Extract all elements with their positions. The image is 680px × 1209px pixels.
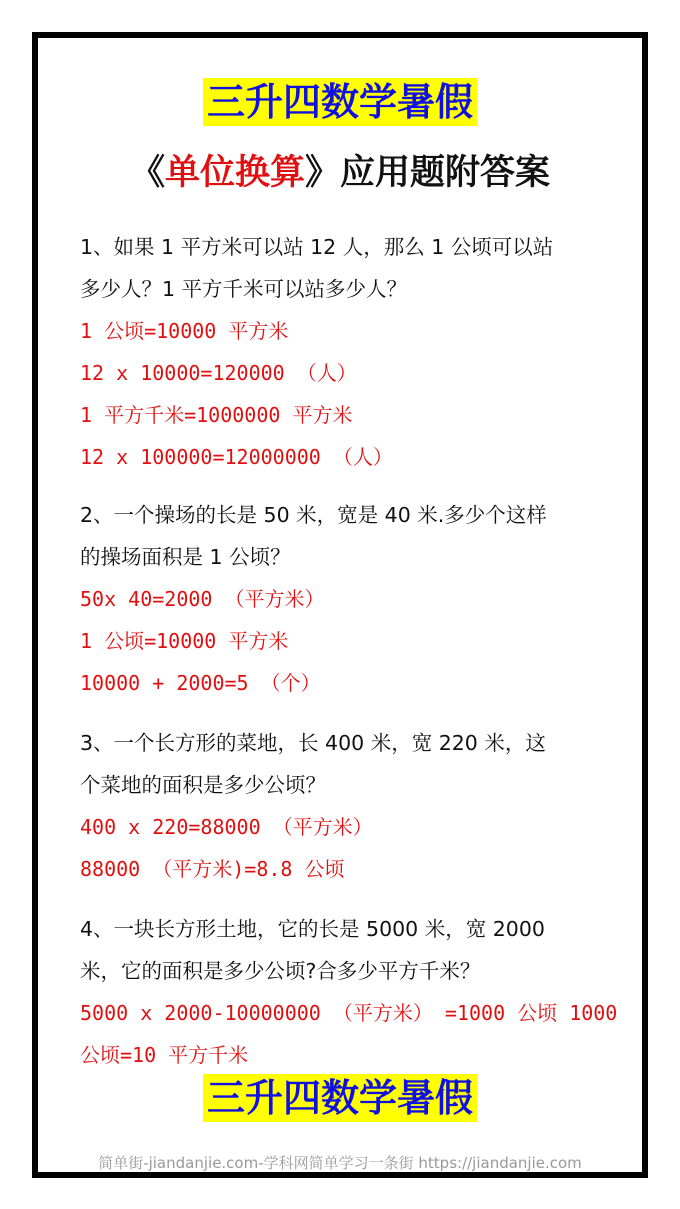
question-line: 1、如果 1 平方米可以站 12 人，那么 1 公顷可以站 bbox=[80, 235, 554, 259]
title-banner-text: 三升四数学暑假 bbox=[203, 78, 477, 126]
subtitle-rest: 》应用题附答案 bbox=[305, 153, 551, 193]
question-line: 多少人？1 平方千米可以站多少人？ bbox=[80, 277, 408, 301]
answer-line: 1 公顷=10000 平方米 bbox=[80, 629, 289, 653]
question-line: 2、一个操场的长是 50 米，宽是 40 米.多少个这样 bbox=[80, 503, 547, 527]
answer-line: 1 平方千米=1000000 平方米 bbox=[80, 403, 353, 427]
answer-line: 12 x 10000=120000 （人） bbox=[80, 361, 357, 385]
page-subtitle bbox=[38, 148, 642, 198]
bottom-banner-text: 三升四数学暑假 bbox=[203, 1074, 477, 1122]
title-banner bbox=[38, 78, 642, 126]
problem-1 bbox=[80, 226, 612, 478]
question-line: 4、一块长方形土地，它的长是 5000 米，宽 2000 bbox=[80, 917, 545, 941]
answer-line: 50x 40=2000 （平方米） bbox=[80, 587, 325, 611]
problem-4 bbox=[80, 908, 618, 1076]
answer-line: 12 x 100000=12000000 （人） bbox=[80, 445, 393, 469]
answer-line: 5000 x 2000-10000000 （平方米） =1000 公顷 1000 bbox=[80, 1001, 618, 1025]
question-line: 的操场面积是 1 公顷？ bbox=[80, 545, 291, 569]
problem-2 bbox=[80, 494, 612, 704]
answer-line: 10000 + 2000=5 （个） bbox=[80, 671, 321, 695]
question-line: 个菜地的面积是多少公顷？ bbox=[80, 773, 326, 797]
watermark-footer: 简单街-jiandanjie.com-学科网简单学习一条街 https://jiandanjie.com bbox=[98, 1154, 582, 1172]
document-frame bbox=[32, 32, 648, 1178]
answer-line: 88000 （平方米)=8.8 公顷 bbox=[80, 857, 345, 881]
subtitle-highlight: 单位换算 bbox=[164, 153, 305, 193]
answer-line: 400 x 220=88000 （平方米） bbox=[80, 815, 373, 839]
subtitle-open: 《 bbox=[129, 153, 165, 193]
answer-line: 1 公顷=10000 平方米 bbox=[80, 319, 289, 343]
problem-3 bbox=[80, 722, 612, 890]
question-line: 3、一个长方形的菜地，长 400 米，宽 220 米，这 bbox=[80, 731, 546, 755]
question-line: 米，它的面积是多少公顷?合多少平方千米？ bbox=[80, 959, 481, 983]
bottom-banner bbox=[38, 1074, 642, 1122]
answer-line: 公顷=10 平方千米 bbox=[80, 1043, 249, 1067]
